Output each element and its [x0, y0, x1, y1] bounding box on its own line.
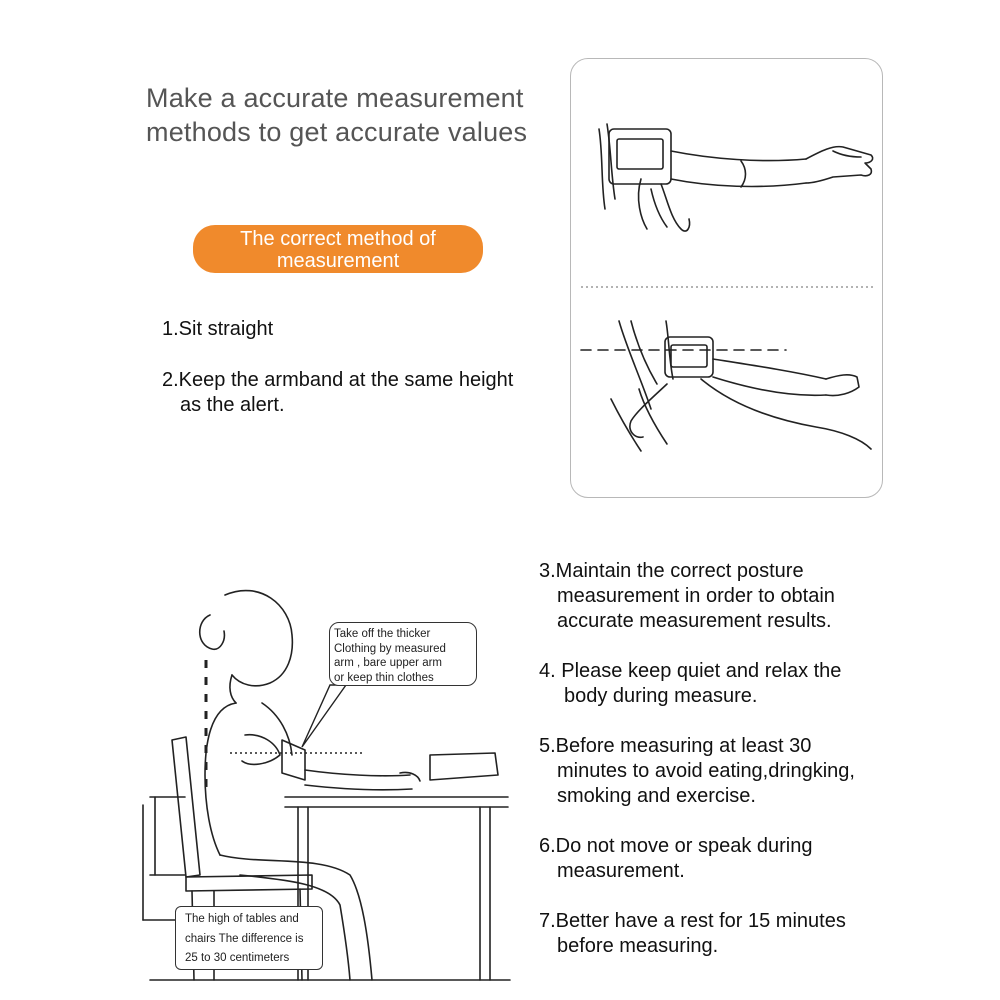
arm-illustration-panel	[570, 58, 883, 498]
cuff-top-icon	[609, 129, 671, 184]
step-6-line-2: measurement.	[557, 860, 685, 882]
method-badge	[193, 225, 483, 273]
step-2-line-1: 2.Keep the armband at the same height	[162, 369, 514, 391]
note-line-2: chairs The difference is	[185, 932, 304, 945]
step-7-line-2: before measuring.	[557, 935, 719, 957]
callout-line-2: Clothing by measured	[334, 642, 446, 655]
step-6-line-1: 6.Do not move or speak during	[539, 835, 813, 857]
heart-icon	[242, 735, 280, 765]
head-outline	[225, 591, 292, 686]
arm-cuff-illustrations	[571, 59, 884, 499]
torso-back	[205, 703, 236, 855]
step-4-line-2: body during measure.	[564, 685, 758, 707]
note-line-3: 25 to 30 centimeters	[185, 952, 290, 964]
hair-bun	[200, 615, 225, 649]
step-5	[539, 734, 855, 809]
step-3	[539, 559, 835, 634]
step-1	[162, 317, 273, 342]
step-1-line-1: 1.Sit straight	[162, 318, 274, 340]
step-5-line-1: 5.Before measuring at least 30	[539, 735, 812, 757]
step-7	[539, 909, 846, 959]
page-title-line-1: Make a accurate measurement	[146, 83, 524, 113]
step-5-line-2: minutes to avoid eating,dringking,	[557, 760, 855, 782]
cuff-icon	[282, 740, 305, 780]
step-2	[162, 368, 513, 418]
callout-line-4: or keep thin clothes	[334, 671, 434, 684]
height-note-box	[175, 906, 323, 970]
clothing-callout	[329, 622, 477, 686]
step-3-line-1: 3.Maintain the correct posture	[539, 560, 804, 582]
monitor-icon	[430, 753, 498, 780]
step-5-line-3: smoking and exercise.	[557, 785, 756, 807]
step-2-line-2: as the alert.	[180, 394, 285, 416]
callout-line-3: arm , bare upper arm	[334, 657, 443, 669]
callout-line-1: Take off the thicker	[334, 628, 431, 640]
step-6	[539, 834, 813, 884]
step-7-line-1: 7.Better have a rest for 15 minutes	[539, 910, 846, 932]
method-badge-line-2: measurement	[276, 250, 400, 272]
step-4	[539, 659, 841, 709]
method-badge-line-1: The correct method of	[240, 228, 436, 250]
step-3-line-3: accurate measurement results.	[557, 610, 832, 632]
note-line-1: The high of tables and	[185, 913, 299, 925]
step-4-line-1: 4. Please keep quiet and relax the	[539, 660, 842, 682]
step-3-line-2: measurement in order to obtain	[557, 585, 835, 607]
page-title-line-2: methods to get accurate values	[146, 117, 528, 147]
